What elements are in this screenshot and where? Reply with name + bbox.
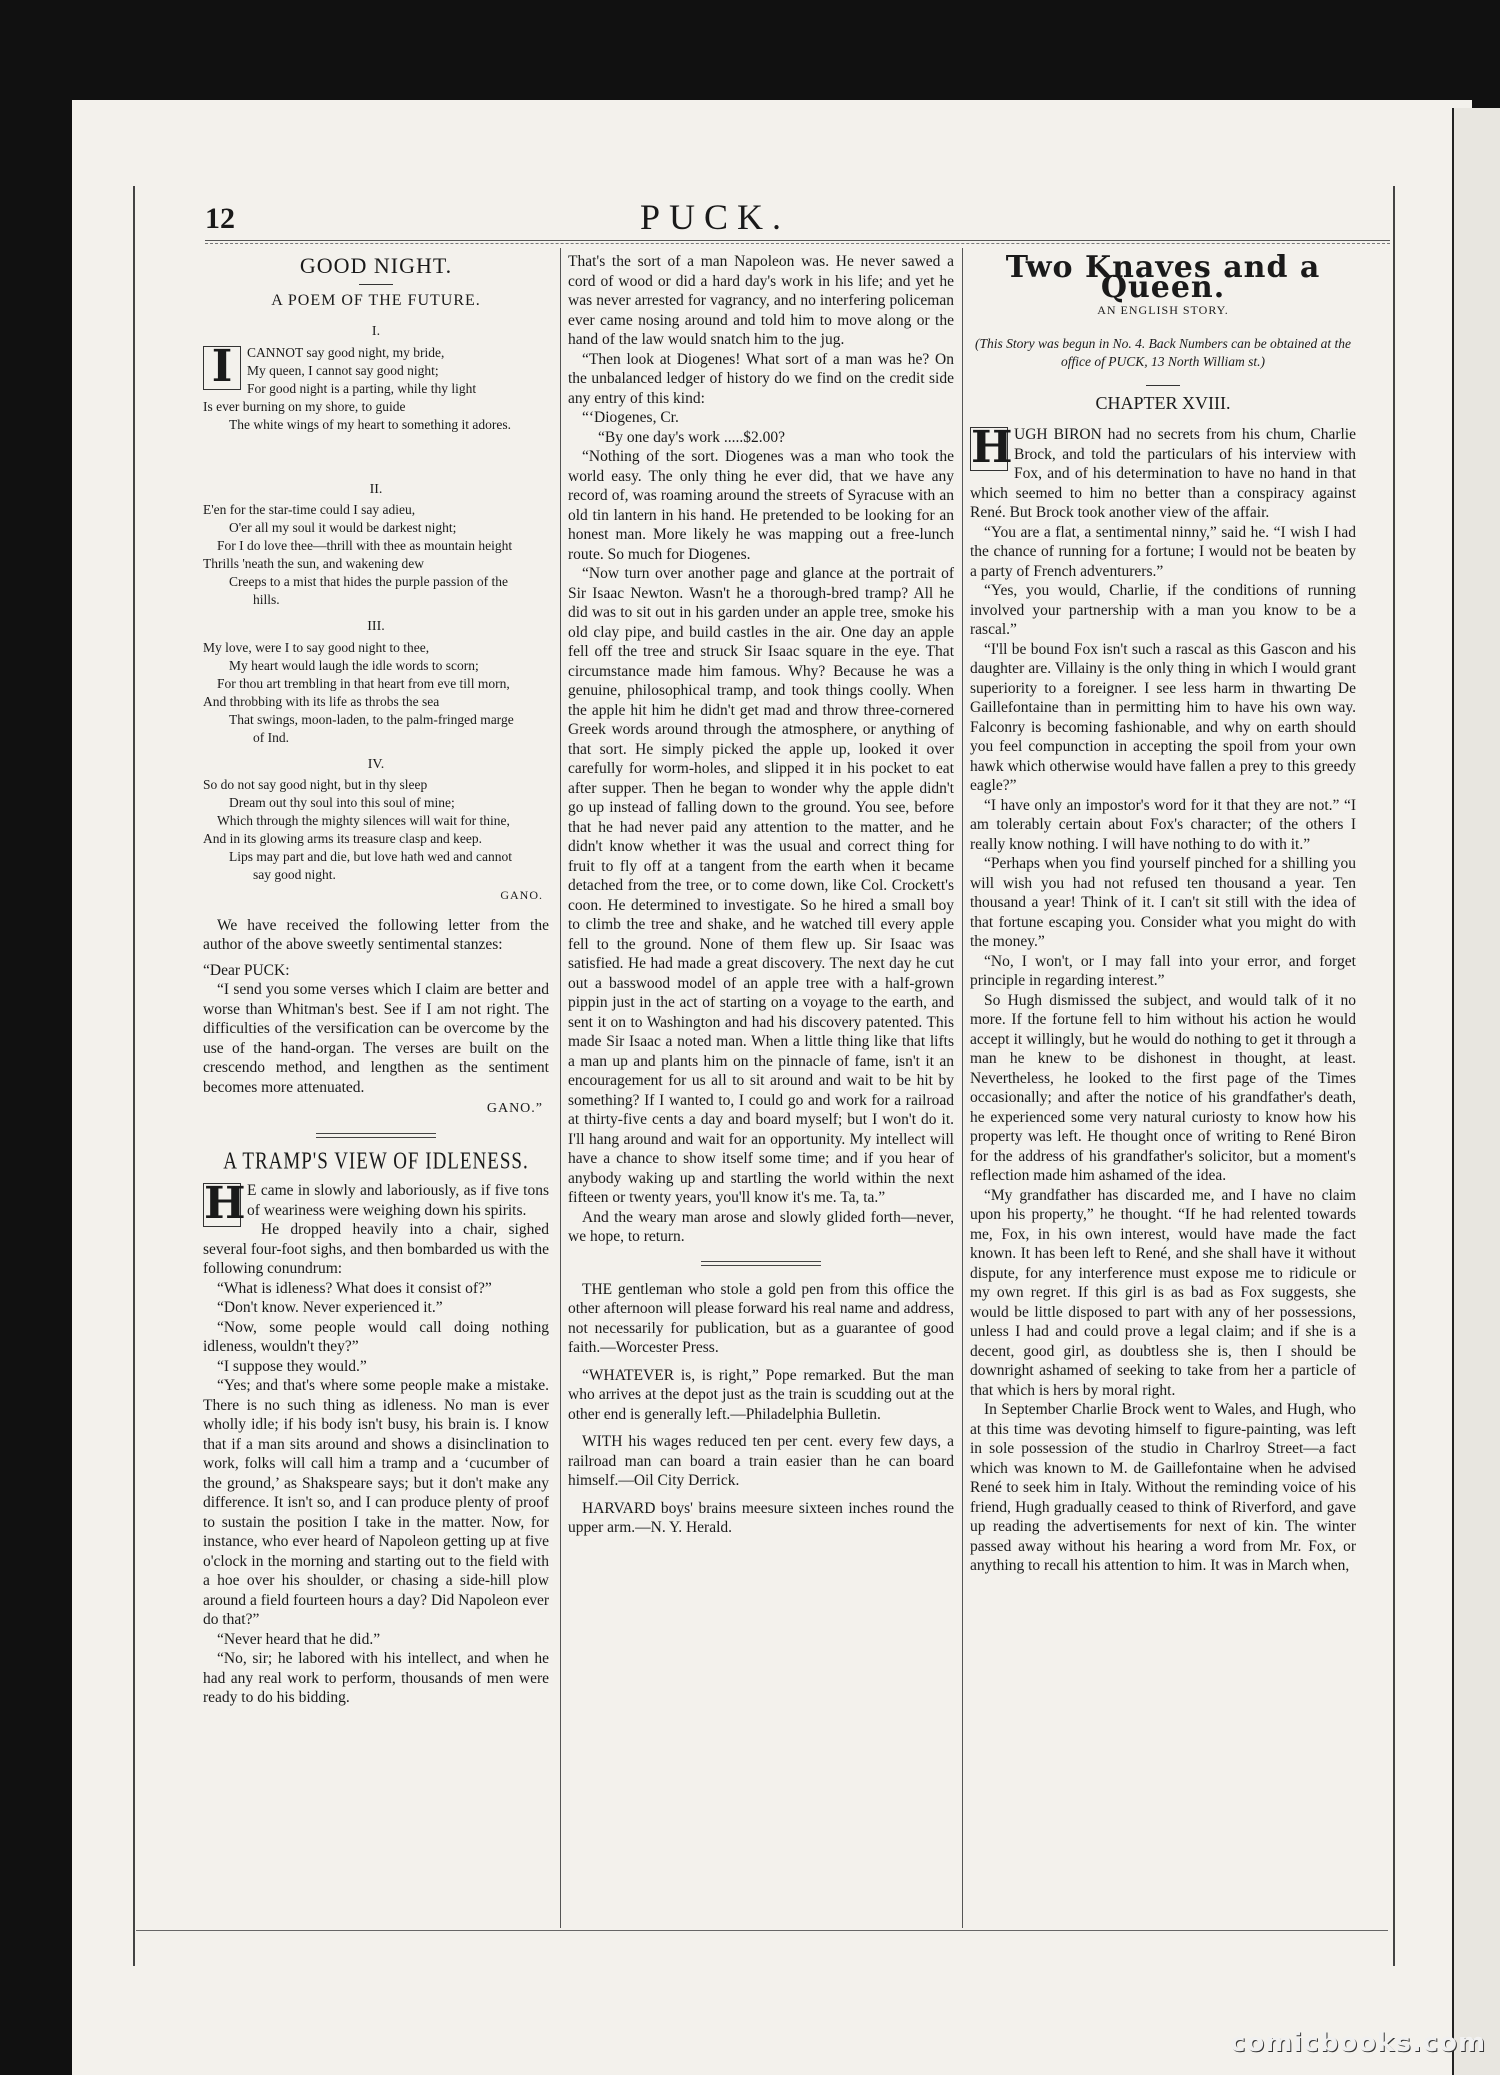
paragraph: He dropped heavily into a chair, sighed several four-foot sighs, and then bombarded us with the following conundrum: [203,1221,549,1277]
poem-signature: GANO. [500,888,543,902]
header-rule-dashed [205,243,1390,244]
verse-line: hills. [253,592,280,607]
bottom-rule [136,1930,1388,1931]
verse-line: The white wings of my heart to something it adores. [229,416,511,432]
paragraph: “Now turn over another page and glance at the portrait of Sir Isaac Newton. Wasn't he a thorough-bred tramp? All he did was to sit out in his garden under an apple tree, smoke his old clay pipe, and build castles in the air. One day an apple fell off the tree and struck Sir Isaac square in the eye. That circumstance made him famous. Why? Because he was a genuine, philosophical tramp, and took things coolly. When the apple hit him he didn't get mad and throw three-cornered Greek words around through the atmosphere, or anything of that sort. He simply picked the apple up, looked it over carefully for worm-holes, and slipped it in his pocket to eat after supper. Then he began to wonder why the apple didn't go up instead of falling down to the ground. You see, before that he had never paid any attention to the matter, and he didn't know whether it was the usual and correct thing for fruit to fly off at a tangent from the earth when it became detached from the tree, or to come down, like Col. Crockett's coon. He determined to investigate. So he hired a small boy to climb the tree and shake, and he watched till every apple fell to the ground. None of them flew up. Sir Isaac was satisfied. He had made a great discovery. The next day he cut out a basswood model of an apple tree with a half-grown pippin just in the act of starting on a voyage to the earth, and sent it on to Washington and had his discovery patented. This made Sir Isaac a noted man. When a little thing like that lifts a man up and plants him on the pinnacle of fame, isn't it an encouragement for us all to sit around and wait to be hit by something? If I wanted to, I could go and work for a railroad at thirty-five cents a day and board myself; but I won't do it. I'll hang around and wait for an opportunity. My intellect will have a chance to show itself some time; and if you hear of anybody waking up and startling the world within the next fifteen or twenty years, you'll know it's me. Ta, ta.” [568,565,954,1206]
paragraph: So Hugh dismissed the subject, and would talk of it no more. If the fortune fell to him without his action he would accept it willingly, but he would do nothing to get it through a man he knew to be dishonest in thought, at least. Nevertheless, he looked to the first page of the Times occasionally; and after the notice of his grandfather's death, he experienced some very natural curiosty to know how his property was left. He thought once of writing to René Biron for the address of his grandfather's solicitor, but a moment's reflection made him ashamed of the idea. [970,991,1356,1184]
paragraph: “WHATEVER is, is right,” Pope remarked. But the man who arrives at the depot just as the train is scudding out at the other end is generally left.—Philadelphia Bulletin. [568,1366,954,1423]
paragraph: “‘Diogenes, Cr. [582,409,679,426]
paragraph: “My grandfather has discarded me, and I have no claim upon his property,” he thought. “If he had relented towards me, Fox, in his own interest, would have made the fact known. It has been left to René, and she shall have it without dispute, for any interference must expose me to ridicule or my own regret. If this girl is as bad as Fox suggests, she would be little disposed to part with any of her possessions, unless I had and could prove a legal claim; and if she is a decent, good girl, as doubtless she is, then I should be downright ashamed of seeking to take from her a particle of that which is hers by moral right. [970,1186,1356,1399]
verse-line: CANNOT say good night, my bride, [247,344,445,360]
paragraph: “I'll be bound Fox isn't such a rascal as this Gascon and his daughter are. Villainy is the only thing in which I would grant superiority to a foreigner. I see less harm in thwarting De Gaillefontaine than in permitting him to have his own way. Falconry is becoming fashionable, and why on earth should you feel compunction in accepting the spoil from your own hawk which otherwise would have fallen a prey to this greedy eagle?” [970,640,1356,794]
column-2 [568,252,954,1538]
verse-line: For thou art trembling in that heart from eve till morn, [217,675,510,691]
stanza-1 [203,340,549,434]
verse-line: And throbbing with its life as throbs the sea [203,693,440,709]
drop-cap: H [971,422,1013,473]
paragraph: And the weary man arose and slowly glided forth—never, we hope, to return. [568,1208,954,1245]
header-rule [205,240,1390,241]
verse-line: Thrills 'neath the sun, and wakening dew [203,556,425,571]
paragraph: “You are a flat, a sentimental ninny,” said he. “I wish I had the chance of running for a fortune; I would not be beaten by a party of French adventurers.” [970,523,1356,580]
stanza-number: III. [367,619,385,634]
section-rule [316,1133,436,1138]
section-rule [701,1261,821,1266]
stanza-number: I. [371,324,381,339]
page-number: 12 [205,202,235,235]
paragraph: “Nothing of the sort. Diogenes was a man who took the world easy. The only thing he ever did, that we have any record of, was roaming around the streets of Syracuse with an old tin lantern in his hand. He pretended to be looking for an honest man. More likely he was mapping out a free-lunch route. So much for Diogenes. [568,448,954,563]
paragraph: “Yes; and that's where some people make a mistake. There is no such thing as idleness. No man is ever wholly idle; if his body isn't busy, his brain is. I know that if a man sits around and shows a disinclination to work, folks will call him a tramp and a ‘cucumber of the ground,’ as Shakspeare says; but it don't make any difference. It isn't so, and I can produce plenty of proof to sustain the position I take in the matter. Now, for instance, who ever heard of Napoleon getting up at five o'clock in the morning and starting out to the field with a hoe over his shoulder, or chasing a side-hill plow around a field fourteen hours a day? Did Napoleon ever do that?” [203,1377,549,1628]
verse-line: That swings, moon-laden, to the palm-fringed marge [229,711,514,727]
poem-subtitle: A POEM OF THE FUTURE. [271,291,481,309]
stanza-4 [203,776,549,884]
verse-line: For good night is a parting, while thy light [247,380,477,396]
verse-line: And in its glowing arms its treasure clasp and keep. [203,831,482,846]
paragraph: “Then look at Diogenes! What sort of a man was he? On the unbalanced ledger of history do we find on the credit side any entry of this kind: [568,350,954,407]
paragraph: “By one day's work .....$2.00? [598,428,786,446]
verse-line: say good night. [253,867,336,882]
paragraph: “Yes, you would, Charlie, if the conditions of running involved your partnership with a man you know to be a rascal.” [970,582,1356,638]
title-rule [359,284,393,285]
verse-line: Is ever burning on my shore, to guide [203,398,406,414]
column-divider-2 [962,248,963,1928]
verse-line: My heart would laugh the idle words to scorn; [229,657,479,673]
paragraph: H UGH BIRON had no secrets from his chum, Charlie Brock, and told the particulars of his interview with Fox, and of his determination to have no hand in that which seemed to him no better than a conspiracy against René. But Brock took another view of the affair. [970,422,1356,521]
drop-cap: I [203,346,241,390]
story-title: Two Knaves and a Queen. [1005,250,1321,305]
paragraph: We have received the following letter from the author of the above sweetly sentimental stanzes: [203,916,549,953]
article-title: A TRAMP'S VIEW OF IDLENESS. [223,1147,529,1175]
story-subtitle: AN ENGLISH STORY. [1097,303,1229,317]
paragraph: WITH his wages reduced ten per cent. every few days, a railroad man can board a train easier than he can board himself.—Oil City Derrick. [568,1433,954,1489]
column-3 [970,252,1356,1576]
paragraph: In September Charlie Brock went to Wales, and Hugh, who at this time was devoting himself to figure-painting, was left in sole possession of the studio in Charlroy Street—a fact which was known to M. de Gaillefontaine when he advised René to seek him in Italy. Without the reminding voice of his friend, Hugh gradually ceased to think of Riverford, and gave up reading the advertisements for next of kin. The winter passed away without his hearing a word from Mr. Fox, or anything to recall his attention to him. It was in March when, [970,1401,1356,1574]
stanza-2 [203,501,549,609]
column-1 [203,252,549,1708]
watermark: comicbooks.com [1230,2028,1487,2058]
verse-line: My queen, I cannot say good night; [247,362,439,378]
paragraph: “No, sir; he labored with his intellect, and when he had any real work to perform, thousands of men were ready to do his bidding. [203,1650,549,1706]
paragraph: That's the sort of a man Napoleon was. He never sawed a cord of wood or did a hard day's work in his life; and yet he was never arrested for vagrancy, and no interfering policeman ever came nosing around and told him to move along or the hand of the law would snatch him to the jug. [568,253,954,348]
paragraph: H E came in slowly and laboriously, as if five tons of weariness were weighing down his spirits. [204,1178,549,1229]
paragraph: “No, I won't, or I may fall into your error, and forget principle in regarding interest.” [970,952,1356,989]
verse-line: of Ind. [253,729,289,745]
verse-line: Dream out thy soul into this soul of mine; [229,795,455,810]
paragraph: “Now, some people would call doing nothing idleness, wouldn't they?” [203,1318,549,1355]
paragraph: “I suppose they would.” [217,1357,367,1375]
drop-cap: H [204,1178,246,1229]
paragraph: “Dear PUCK: [203,961,290,979]
verse-line: So do not say good night, but in thy sleep [203,777,428,792]
letter-signature: GANO.” [486,1101,543,1116]
title-rule [1146,385,1180,386]
verse-line: E'en for the star-time could I say adieu, [203,502,416,517]
poem-title: GOOD NIGHT. [299,253,453,278]
verse-line: Creeps to a mist that hides the purple passion of the [229,574,508,589]
facing-page-edge [1452,108,1500,2075]
verse-line: O'er all my soul it would be darkest night; [229,520,457,535]
stanza-number: II. [369,481,383,497]
paragraph: “Don't know. Never experienced it.” [217,1299,443,1316]
stanza-number: IV. [367,756,385,772]
verse-line: Lips may part and die, but love hath wed and cannot [229,849,513,864]
paragraph: THE gentleman who stole a gold pen from this office the other afternoon will please forward his real name and address, not necessarily for publication, but as a guarantee of good faith.—Worcester Press. [568,1280,954,1356]
verse-line: For I do love thee—thrill with thee as mountain height [217,538,513,553]
paragraph: “Never heard that he did.” [217,1630,381,1648]
paragraph: “What is idleness? What does it consist of?” [217,1279,492,1297]
verse-line: My love, were I to say good night to thee, [203,639,430,655]
column-divider-1 [560,248,561,1928]
paragraph: HARVARD boys' brains meesure sixteen inches round the upper arm.—N. Y. Herald. [568,1499,954,1536]
paragraph: “I send you some verses which I claim are better and worse than Whitman's best. See if I am not right. The difficulties of the versification can be overcome by the use of the hand-organ. The verses are built on the crescendo method, and lengthen as the sentiment becomes more attenuated. [203,981,549,1096]
masthead-title: PUCK. [640,197,791,237]
chapter-heading: CHAPTER XVIII. [1095,392,1231,413]
verse-line: Which through the mighty silences will wait for thine, [217,813,510,828]
stanza-3 [203,639,549,747]
paragraph: “I have only an impostor's word for it that they are not.” “I am tolerably certain about Fox's character; of the others I really know nothing. I will have nothing to do with it.” [970,796,1356,853]
paragraph: “Perhaps when you find yourself pinched for a shilling you will wish you had not refused ten thousand a year. Ten thousand a year! Think of it. I can't sit still with the idea of that fortune escaping you. Consider what you might do with the money.” [970,855,1356,950]
story-note: (This Story was begun in No. 4. Back Numbers can be obtained at the office of PUCK, 13 North William st.) [974,335,1352,369]
